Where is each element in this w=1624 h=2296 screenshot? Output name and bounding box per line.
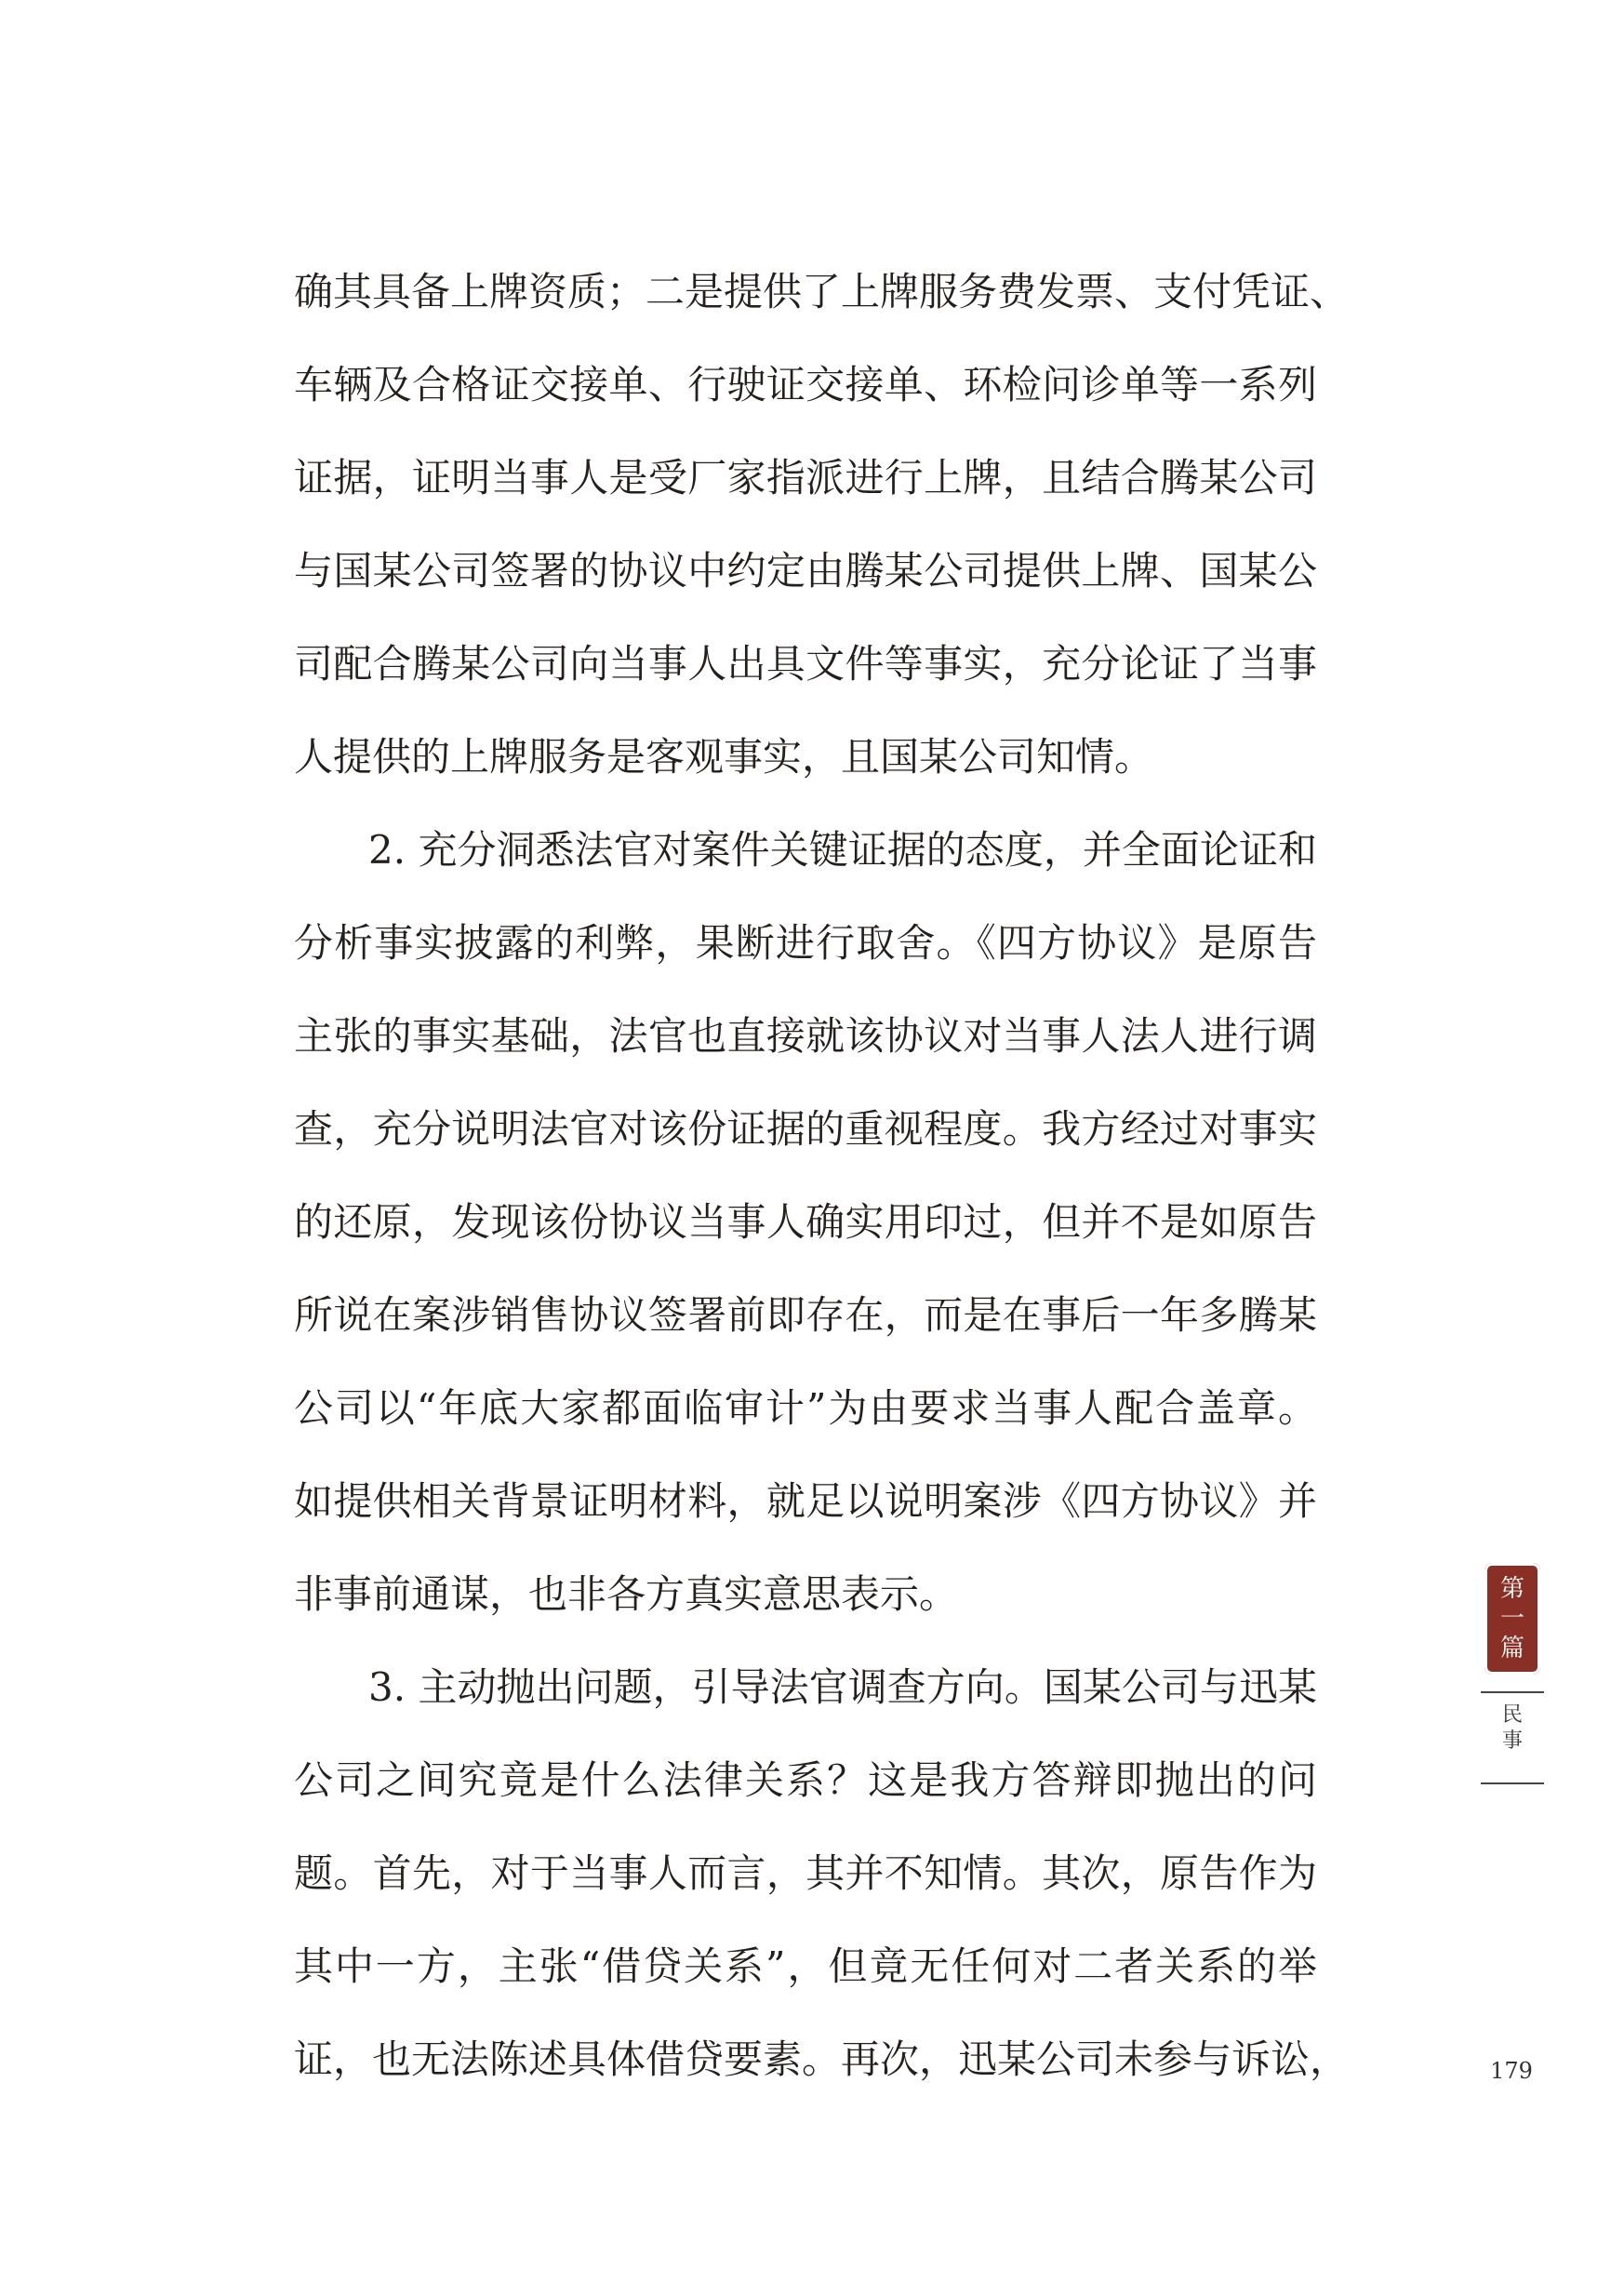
text-line: 题。首先，对于当事人而言，其并不知情。其次，原告作为 [294,1850,1317,1896]
side-divider-top [1481,1691,1544,1693]
text-line: 与国某公司签署的协议中约定由腾某公司提供上牌、国某公 [294,548,1317,594]
section-tab-char: 篇 [1499,1635,1524,1662]
text-line: 2. 充分洞悉法官对案件关键证据的态度，并全面论证和 [368,827,1317,873]
side-divider-bottom [1481,1782,1544,1784]
section-tab [1484,1563,1540,1675]
text-line: 公司以“年底大家都面临审计”为由要求当事人配合盖章。 [294,1385,1317,1431]
text-line: 的还原，发现该份协议当事人确实用印过，但并不是如原告 [294,1199,1317,1245]
text-line: 主张的事实基础，法官也直接就该协议对当事人法人进行调 [294,1013,1317,1059]
page-number: 179 [1490,2058,1533,2084]
text-line: 证，也无法陈述具体借贷要素。再次，迅某公司未参与诉讼， [294,2036,1350,2082]
text-line: 非事前通谋，也非各方真实意思表示。 [294,1571,959,1617]
chapter-label-char: 事 [1501,1729,1523,1753]
section-tab-char: 第 [1499,1575,1524,1603]
text-line: 确其具备上牌资质；二是提供了上牌服务费发票、支付凭证、 [294,269,1350,314]
text-line: 车辆及合格证交接单、行驶证交接单、环检问诊单等一系列 [294,362,1317,407]
text-line: 司配合腾某公司向当事人出具文件等事实，充分论证了当事 [294,641,1317,687]
text-line: 分析事实披露的利弊，果断进行取舍。《四方协议》是原告 [294,920,1317,966]
text-line: 其中一方，主张“借贷关系”，但竟无任何对二者关系的举 [294,1943,1317,1989]
text-line: 查，充分说明法官对该份证据的重视程度。我方经过对事实 [294,1106,1317,1152]
text-line: 3. 主动抛出问题，引导法官调查方向。国某公司与迅某 [368,1664,1317,1710]
text-line: 证据，证明当事人是受厂家指派进行上牌，且结合腾某公司 [294,455,1317,501]
text-line: 所说在案涉销售协议签署前即存在，而是在事后一年多腾某 [294,1292,1317,1338]
body-text [294,246,1350,2106]
chapter-label-char: 民 [1501,1703,1523,1727]
text-line: 如提供相关背景证明材料，就足以说明案涉《四方协议》并 [294,1478,1317,1524]
chapter-label [1499,1702,1525,1755]
text-line: 人提供的上牌服务是客观事实，且国某公司知情。 [294,734,1154,780]
section-tab-char: 一 [1499,1605,1524,1633]
text-line: 公司之间究竟是什么法律关系？这是我方答辩即抛出的问 [294,1757,1317,1803]
